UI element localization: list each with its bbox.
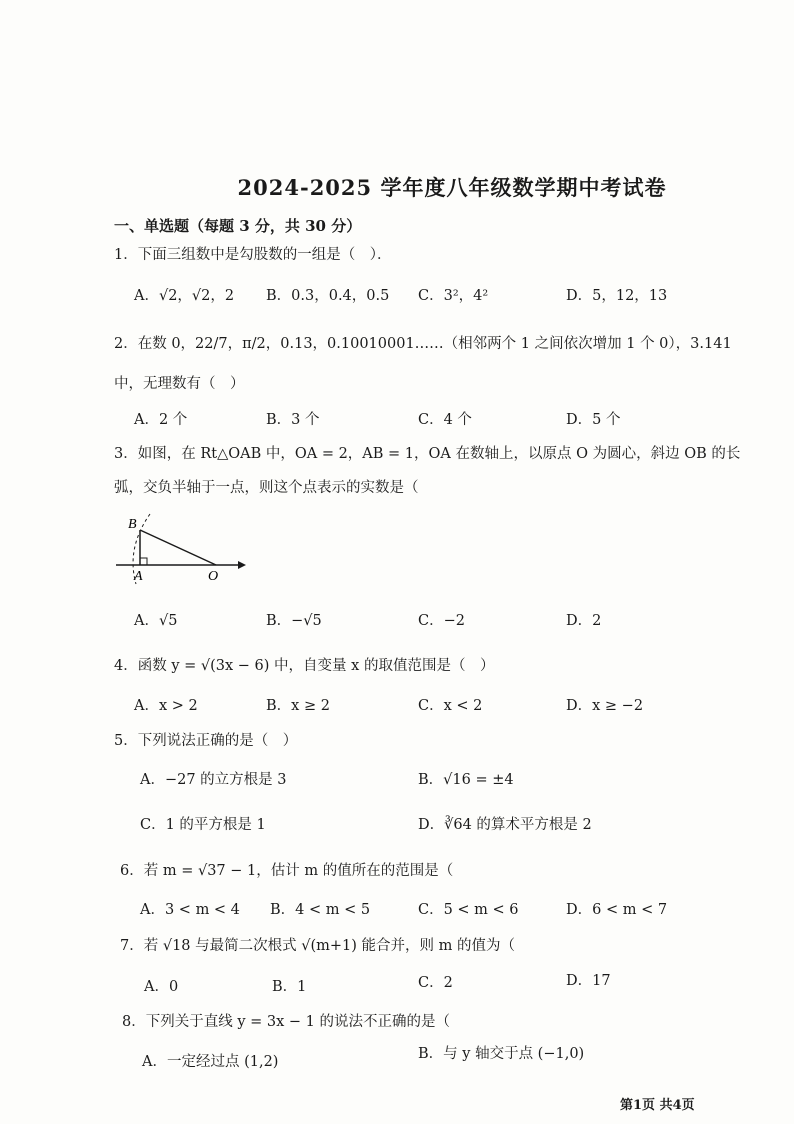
question-5-option-c: C．1 的平方根是 1 — [140, 817, 266, 833]
question-2-option-a: A．2 个 — [134, 412, 188, 428]
question-3-option-a: A．√5 — [134, 613, 178, 629]
question-1-stem: 1．下面三组数中是勾股数的一组是（ ）． — [114, 247, 392, 263]
question-7-option-d: D．17 — [566, 973, 611, 989]
triangle-figure — [112, 512, 252, 588]
question-3-stem-line2: 弧，交负半轴于一点，则这个点表示的实数是（ — [114, 480, 419, 496]
point-o-label: O — [208, 569, 219, 584]
question-4-stem: 4．函数 y = √(3x − 6) 中，自变量 x 的取值范围是（ ） — [114, 658, 495, 674]
question-3-option-d: D．2 — [566, 613, 602, 629]
question-4-option-c: C．x < 2 — [418, 698, 483, 714]
question-4-option-a: A．x > 2 — [134, 698, 198, 714]
question-2-option-d: D．5 个 — [566, 412, 621, 428]
question-7-option-a: A．0 — [144, 979, 179, 995]
question-4-option-b: B．x ≥ 2 — [266, 698, 330, 714]
question-7-stem: 7．若 √18 与最简二次根式 √(m+1) 能合并，则 m 的值为（ — [120, 938, 515, 954]
question-8-option-b: B．与 y 轴交于点 (−1,0) — [418, 1046, 585, 1062]
page-footer: 第1页 共4页 — [620, 1098, 695, 1113]
right-angle-mark — [140, 558, 147, 565]
question-6-option-c: C．5 < m < 6 — [418, 902, 519, 918]
question-5-option-d: D．∛64 的算术平方根是 2 — [418, 817, 592, 833]
question-1-option-a: A．√2，√2，2 — [134, 288, 235, 304]
page-title: 2024-2025 学年度八年级数学期中考试卷 — [237, 175, 667, 200]
section-heading: 一、单选题（每题 3 分，共 30 分） — [114, 217, 362, 235]
question-3-stem-line1: 3．如图，在 Rt△OAB 中，OA = 2，AB = 1，OA 在数轴上，以原点 O 为圆心，斜边 OB 的长 — [114, 446, 741, 462]
question-3-option-c: C．−2 — [418, 613, 465, 629]
point-b-label: B — [128, 517, 137, 532]
number-line-arrow — [238, 561, 246, 569]
question-3-option-b: B．−√5 — [266, 613, 322, 629]
question-2-option-b: B．3 个 — [266, 412, 320, 428]
question-5-stem: 5．下列说法正确的是（ ） — [114, 733, 298, 749]
question-7-option-c: C．2 — [418, 975, 453, 991]
question-4-option-d: D．x ≥ −2 — [566, 698, 644, 714]
question-6-option-b: B．4 < m < 5 — [270, 902, 371, 918]
question-2-stem-line2: 中，无理数有（ ） — [114, 376, 245, 392]
segment-ob — [140, 530, 216, 565]
question-7-option-b: B．1 — [272, 979, 307, 995]
question-8-stem: 8．下列关于直线 y = 3x − 1 的说法不正确的是（ — [122, 1014, 450, 1030]
question-1-option-b: B．0.3，0.4，0.5 — [266, 288, 390, 304]
question-1-option-d: D．5，12，13 — [566, 288, 668, 304]
question-2-option-c: C．4 个 — [418, 412, 472, 428]
point-a-label: A — [134, 569, 143, 584]
question-6-option-a: A．3 < m < 4 — [140, 902, 240, 918]
question-1-option-c: C．3²，4² — [418, 288, 489, 304]
question-6-option-d: D．6 < m < 7 — [566, 902, 668, 918]
question-5-option-b: B．√16 = ±4 — [418, 772, 514, 788]
question-2-stem-line1: 2．在数 0，22/7，π/2，0.13，0.10010001……（相邻两个 1 之间依次增加 1 个 0），3.141 — [114, 336, 732, 352]
question-5-option-a: A．−27 的立方根是 3 — [140, 772, 287, 788]
question-6-stem: 6．若 m = √37 − 1，估计 m 的值所在的范围是（ — [120, 863, 454, 879]
question-8-option-a: A．一定经过点 (1,2) — [142, 1054, 279, 1070]
